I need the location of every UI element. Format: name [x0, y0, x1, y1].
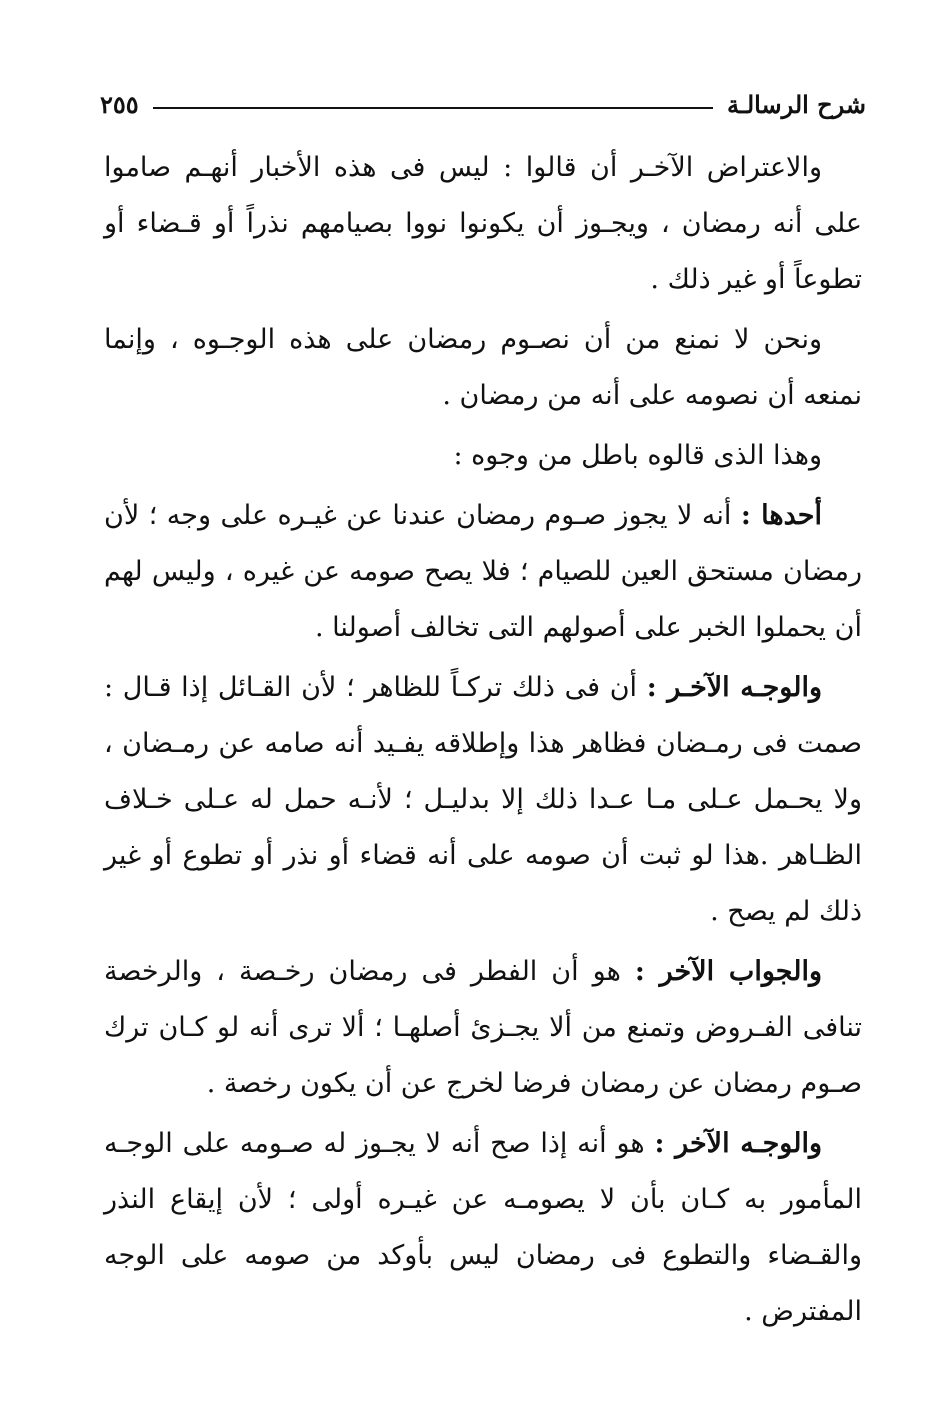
paragraph [104, 944, 862, 1112]
paragraph [104, 1116, 862, 1340]
paragraph-text: أنه لا يجوز صـوم رمضان عندنا عن غيـره على وجه ؛ لأن رمضان مستحق العين للصيام ؛ فلا يصح صومه عن غيره ، وليس لهم أن يحملوا الخبر على أصولهم التى تخالف أصولنا . [104, 500, 862, 643]
page-number: ٢٥٥ [100, 89, 139, 119]
paragraph-text: ونحن لا نمنع من أن نصـوم رمضان على هذه الوجـوه ، وإنما نمنعه أن نصومه على أنه من رمضان . [104, 324, 862, 411]
paragraph-text: وهذا الذى قالوه باطل من وجوه : [453, 440, 822, 471]
paragraph [104, 660, 862, 940]
paragraph-lead: والوجـه الآخر : [654, 1128, 822, 1159]
paragraph-lead: أحدها : [740, 500, 822, 531]
paragraph [104, 488, 862, 656]
paragraph-lead: والوجـه الآخـر : [646, 672, 822, 703]
paragraph [104, 312, 862, 424]
paragraph-text: هو أن الفطر فى رمضان رخـصة ، والرخصة تنافى الفـروض وتمنع من ألا يجـزئ أصلهـا ؛ ألا ترى أنه لو كـان ترك صـوم رمضان عن رمضان فرضا لخرج عن أن يكون رخصة . [104, 956, 862, 1099]
running-title: شرح الرسالـة [726, 89, 866, 119]
paragraph-text: هو أنه إذا صح أنه لا يجـوز له صـومه على الوجـه المأمور به كـان بأن لا يصومـه عن غيـره أولى ؛ لأن إيقاع النذر والقـضاء والتطوع فى رمضان ليس بأوكد من صومه على الوجه المفترض . [104, 1128, 862, 1327]
page-body [104, 140, 862, 1344]
paragraph-text: أن فى ذلك تركـاً للظاهر ؛ لأن القـائل إذا قـال : صمت فى رمـضان فظاهر هذا وإطلاقه يفـيد أنه صامه عن رمـضان ، ولا يحـمل عـلى مـا عـدا ذلك إلا بدليـل ؛ لأنـه حمل له عـلى خـلاف الظـاهر .هذا لو ثبت أن صومه على أنه قضاء أو نذر أو تطوع أو غير ذلك لم يصح . [104, 672, 862, 927]
header-rule [153, 107, 713, 109]
paragraph [104, 428, 862, 484]
paragraph-lead: والجواب الآخر : [634, 956, 822, 987]
page-header [100, 84, 866, 124]
paragraph-text: والاعتراض الآخـر أن قالوا : ليس فى هذه الأخبار أنهـم صاموا على أنه رمضان ، ويجـوز أن يكونوا نووا بصيامهم نذراً أو قـضاء أو تطوعاً أو غير ذلك . [104, 152, 862, 295]
paragraph [104, 140, 862, 308]
